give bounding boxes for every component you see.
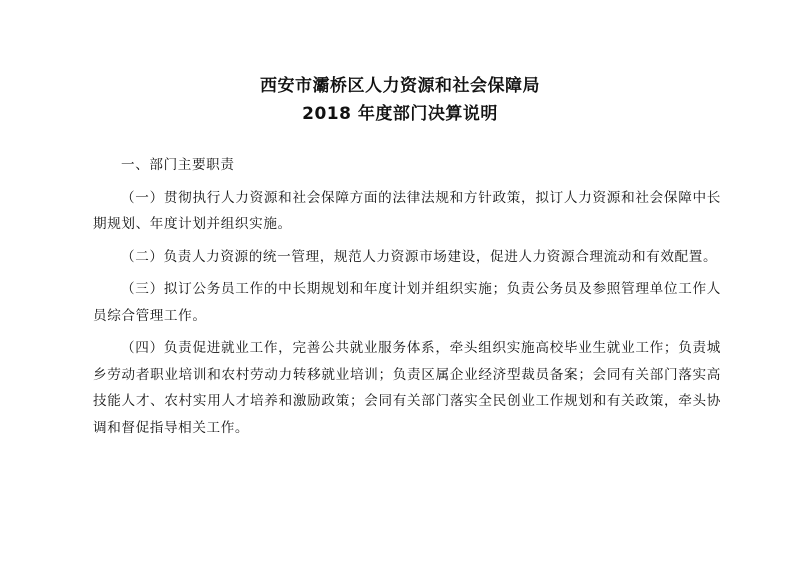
document-subtitle: 2018 年度部门决算说明 (302, 104, 498, 124)
document-body (93, 152, 721, 441)
paragraph-duty-3: （三）拟订公务员工作的中长期规划和年度计划并组织实施；负责公务员及参照管理单位工作人员综合管理工作。 (93, 281, 721, 324)
paragraph-duty-4: （四）负责促进就业工作，完善公共就业服务体系，牵头组织实施高校毕业生就业工作；负责城乡劳动者职业培训和农村劳动力转移就业培训；负责区属企业经济型裁员备案；会同有关部门落实高技能人才、农村实用人才培养和激励政策；会同有关部门落实全民创业工作规划和有关政策，牵头协调和督促指导相关工作。 (93, 340, 721, 436)
paragraph-duty-2: （二）负责人力资源的统一管理，规范人力资源市场建设，促进人力资源合理流动和有效配置。 (121, 248, 718, 265)
document-title: 西安市灞桥区人力资源和社会保障局 (260, 76, 540, 96)
section-heading: 一、部门主要职责 (121, 157, 235, 173)
paragraph-duty-1: （一）贯彻执行人力资源和社会保障方面的法律法规和方针政策，拟订人力资源和社会保障中长期规划、年度计划并组织实施。 (93, 189, 721, 232)
